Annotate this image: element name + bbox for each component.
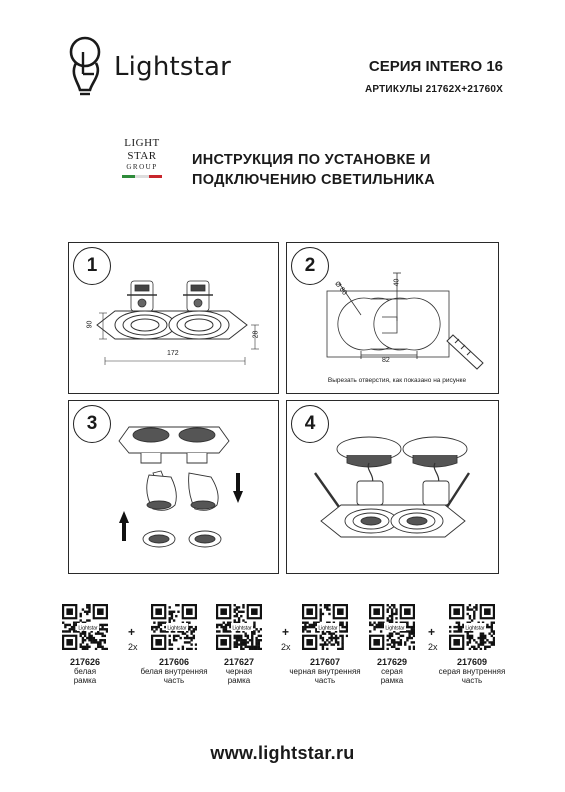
product-desc-1: черная xyxy=(225,667,253,676)
qr-center-label: Lightstar xyxy=(465,625,485,632)
product-item xyxy=(214,604,264,685)
product-desc-2: часть xyxy=(163,676,185,685)
badge-line-3: GROUP xyxy=(126,163,158,171)
website-link[interactable]: www.lightstar.ru xyxy=(210,743,355,763)
product-item xyxy=(136,604,212,685)
product-desc-1: черная внутренняя xyxy=(289,667,361,676)
lightbulb-logo-icon xyxy=(68,34,116,100)
saw-icon xyxy=(447,335,483,369)
series-name: СЕРИЯ INTERO 16 xyxy=(368,58,503,75)
product-desc-2: рамка xyxy=(227,676,251,685)
step-4-number: 4 xyxy=(291,405,329,443)
qr-pattern xyxy=(151,604,197,650)
product-item xyxy=(285,604,365,685)
qr-center-label: Lightstar xyxy=(385,625,405,632)
dimension-spacing: 82 xyxy=(382,357,390,364)
product-desc-2: часть xyxy=(314,676,336,685)
product-desc-2: рамка xyxy=(380,676,404,685)
down-arrow-icon xyxy=(233,473,243,503)
instruction-title xyxy=(192,150,435,190)
step-3-number: 3 xyxy=(73,405,111,443)
qr-pattern xyxy=(216,604,262,650)
plus-sign: + xyxy=(128,625,136,639)
qr-pattern xyxy=(62,604,108,650)
product-item xyxy=(432,604,512,685)
qr-pattern xyxy=(302,604,348,650)
qr-pattern xyxy=(369,604,415,650)
product-article: 217607 xyxy=(309,657,341,667)
product-desc-2: рамка xyxy=(73,676,97,685)
lightstar-group-badge xyxy=(118,137,166,201)
dimension-offset: 40 xyxy=(393,278,401,287)
italian-flag-stripe xyxy=(122,175,162,178)
product-article: 217629 xyxy=(376,657,408,667)
qr-code-icon[interactable] xyxy=(151,604,197,650)
title-line-2: ПОДКЛЮЧЕНИЮ СВЕТИЛЬНИКА xyxy=(192,172,435,188)
step-2-number: 2 xyxy=(291,247,329,285)
cutout-caption: Вырезать отверстия, как показано на рисунке xyxy=(327,377,467,384)
product-article: 217627 xyxy=(223,657,255,667)
product-desc-1: серая xyxy=(381,667,403,676)
qr-code-icon[interactable] xyxy=(369,604,415,650)
badge-line-1: LIGHT xyxy=(124,137,160,149)
qr-center-label: Lightstar xyxy=(167,625,187,632)
qr-code-icon[interactable] xyxy=(62,604,108,650)
qr-center-label: Lightstar xyxy=(78,625,98,632)
multiplier-label: 2x xyxy=(128,642,138,652)
qr-center-label: Lightstar xyxy=(232,625,252,632)
qr-code-icon[interactable] xyxy=(216,604,262,650)
up-arrow-icon xyxy=(119,511,129,541)
product-desc-2: часть xyxy=(461,676,483,685)
product-item xyxy=(367,604,417,685)
product-article: 217606 xyxy=(158,657,190,667)
step-1-number: 1 xyxy=(73,247,111,285)
product-article: 217626 xyxy=(69,657,101,667)
dimension-depth: 28 xyxy=(252,330,260,339)
product-desc-1: белая xyxy=(73,667,97,676)
multiplier-label: 2x xyxy=(281,642,291,652)
qr-pattern xyxy=(449,604,495,650)
badge-line-2: STAR xyxy=(127,150,157,162)
product-desc-1: белая внутренняя xyxy=(140,667,208,676)
dimension-diameter: Ø 80 xyxy=(333,280,349,297)
product-desc-1: серая внутренняя xyxy=(438,667,506,676)
dimension-width: 172 xyxy=(167,350,179,357)
product-article: 217609 xyxy=(456,657,488,667)
qr-code-icon[interactable] xyxy=(302,604,348,650)
multiplier-label: 2x xyxy=(428,642,438,652)
title-line-1: ИНСТРУКЦИЯ ПО УСТАНОВКЕ И xyxy=(192,152,431,168)
qr-center-label: Lightstar xyxy=(318,625,338,632)
product-item xyxy=(60,604,110,685)
article-numbers: АРТИКУЛЫ 21762X+21760X xyxy=(364,84,503,95)
qr-code-icon[interactable] xyxy=(449,604,495,650)
plus-sign: + xyxy=(282,625,290,639)
brand-name: Lightstar xyxy=(114,52,232,82)
brand-logo xyxy=(68,34,278,104)
plus-sign: + xyxy=(428,625,436,639)
dimension-height: 90 xyxy=(86,320,94,329)
